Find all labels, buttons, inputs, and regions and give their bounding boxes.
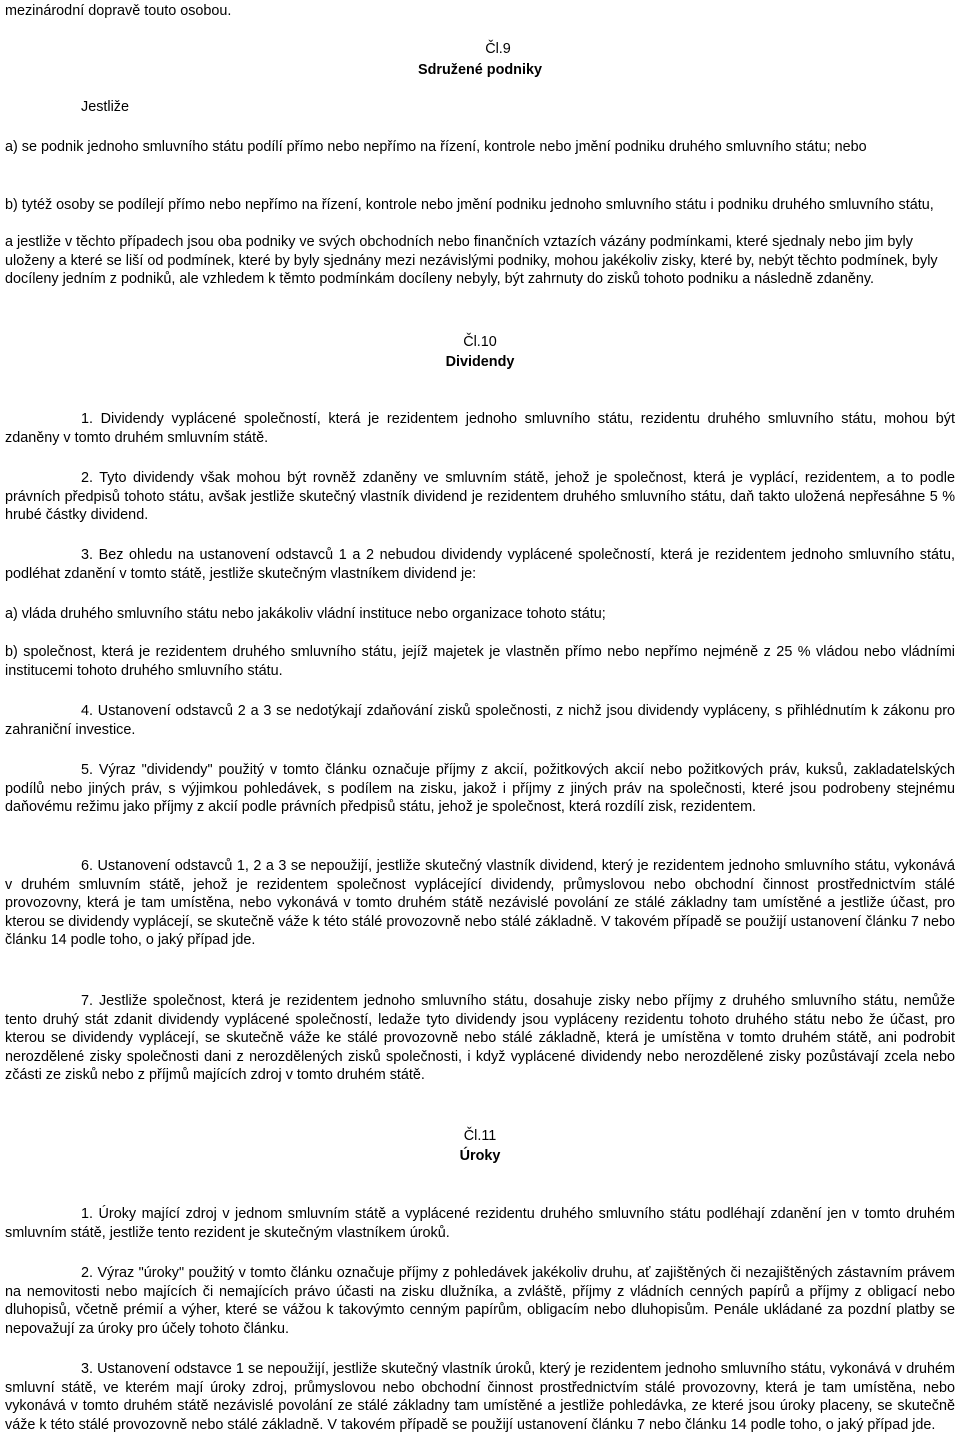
article-9-item-a: a) se podnik jednoho smluvního státu podílí přímo nebo nepřímo na řízení, kontrole nebo jmění podniku druhého smluvního státu; nebo bbox=[5, 139, 867, 155]
top-fragment: mezinárodní dopravě touto osobou. bbox=[5, 3, 232, 19]
article-10-para-3b: b) společnost, která je rezidentem druhého smluvního státu, jejíž majetek je vlastněn přímo nebo nepřímo nejméně z 25 % vládou nebo vládními institucemi tohoto druhého smluvního státu. bbox=[5, 644, 955, 679]
article-10-para-5: 5. Výraz "dividendy" použitý v tomto článku označuje příjmy z akcií, požitkových akcií nebo požitkových práv, kuksů, zakladatelských podílů nebo jiných práv, s výjimkou pohledávek, s podílem na zisku, jakož i příjmy z jiných práv na společnosti, které jsou podrobeny stejnému daňovému režimu jako příjmy z akcií podle právních předpisů státu, jehož je společnost, která rozdílí zisk, rezidentem. bbox=[5, 762, 955, 816]
article-10-title: Dividendy bbox=[445, 354, 515, 370]
article-9-item-b: b) tytéž osoby se podílejí přímo nebo nepřímo na řízení, kontrole nebo jmění podniku jednoho smluvního státu i podniku druhého smluvního státu, bbox=[5, 197, 934, 213]
article-10-para-1: 1. Dividendy vyplácené společností, která je rezidentem jednoho smluvního státu, rezidentu druhého smluvního státu, mohou být zdaněny v tomto druhém smluvním státě. bbox=[5, 411, 955, 446]
article-11-para-3: 3. Ustanovení odstavce 1 se nepoužijí, jestliže skutečný vlastník úroků, který je rezidentem jednoho smluvního státu, vykonává v druhém smluvní státě, ve kterém mají úroky zdroj, průmyslovou nebo obchodní činnost prostřednictvím stálé provozovny, která je tam umístěna, nebo vykonává v tomto druhém státě nezávislé povolání ze stálé základny tam umístěné a jestliže pohledávka, ze které jsou úroky placeny, se skutečně váže k této stálé provozovně nebo stálé základně. V takovém případě se použijí ustanovení článku 7 nebo článku 14 podle toho, o jaký případ jde. bbox=[5, 1361, 955, 1433]
article-10-number: Čl.10 bbox=[463, 334, 497, 350]
article-9-title: Sdružené podniky bbox=[418, 62, 542, 78]
article-11-title: Úroky bbox=[459, 1148, 501, 1164]
article-9-number: Čl.9 bbox=[485, 41, 511, 57]
article-11-number: Čl.11 bbox=[463, 1128, 497, 1144]
article-10-para-3: 3. Bez ohledu na ustanovení odstavců 1 a 2 nebudou dividendy vyplácené společností, která je rezidentem jednoho smluvního státu, podléhat zdanění v tomto státě, jestliže skutečným vlastníkem dividend je: bbox=[5, 547, 955, 582]
article-11-para-1: 1. Úroky mající zdroj v jednom smluvním státě a vyplácené rezidentu druhého smluvního státu podléhají zdanění jen v tomto druhém smluvním státě, jestliže tento rezident je skutečným vlastníkem úroků. bbox=[5, 1206, 955, 1241]
article-10-para-2: 2. Tyto dividendy však mohou být rovněž zdaněny ve smluvním státě, jehož je společnost, která je vyplácí, rezidentem, a to podle právních předpisů tohoto státu, avšak jestliže skutečný vlastník dividend je rezidentem druhého smluvního státu, daň takto uložená nepřesáhne 5 % hrubé částky dividend. bbox=[5, 470, 955, 524]
article-9-body: a jestliže v těchto případech jsou oba podniky ve svých obchodních nebo finančních vztazích vázány podmínkami, které sjednaly nebo jim byly uloženy a které se liší od podmínek, které by byly sjednány mezi nezávislými podniky, mohou jakékoliv zisky, které by, nebýt těchto podmínek, byly docíleny jedním z podniků, ale vzhledem k těmto podmínkám docíleny nebyly, být zahrnuty do zisků tohoto podniku a následně zdaněny. bbox=[5, 234, 938, 288]
article-10-para-7: 7. Jestliže společnost, která je rezidentem jednoho smluvního státu, dosahuje zisky nebo příjmy z druhého smluvního státu, nemůže tento druhý stát zdanit dividendy vyplácené společností, ledaže tyto dividendy jsou vypláceny rezidentu tohoto druhého státu nebo že účast, pro kterou se dividendy vyplácejí, se skutečně váže ke stálé provozovně nebo stálé základně, která je umístěna v tomto druhém státě, ani podrobit nerozdělené zisky společnosti dani z nerozdělených zisků společnosti, i když vyplácené dividendy nebo nerozdělené zisky pozůstávají zcela nebo zčásti ze zisků nebo z příjmů majících zdroj v tomto druhém státě. bbox=[5, 993, 955, 1084]
article-10-para-6: 6. Ustanovení odstavců 1, 2 a 3 se nepoužijí, jestliže skutečný vlastník dividend, který je rezidentem jednoho smluvního státu, vykonává v druhém smluvním státě, jehož je rezidentem společnost vyplácející dividendy, průmyslovou nebo obchodní činnost prostřednictvím stálé provozovny, která je tam umístěna, nebo vykonává v tomto druhém státě nezávislé povolání ze stálé základny tam umístěné a jestliže účast, pro kterou se dividendy vyplácejí, se skutečně váže k této stálé provozovně nebo stálé základně. V takovém případě se použijí ustanovení článku 7 nebo článku 14 podle toho, o jaký případ jde. bbox=[5, 858, 955, 949]
article-10-para-3a: a) vláda druhého smluvního státu nebo jakákoliv vládní instituce nebo organizace tohoto státu; bbox=[5, 606, 606, 622]
article-10-para-4: 4. Ustanovení odstavců 2 a 3 se nedotýkají zdaňování zisků společnosti, z nichž jsou dividendy vypláceny, s přihlédnutím k zákonu pro zahraniční investice. bbox=[5, 703, 955, 738]
article-9-intro: Jestliže bbox=[81, 99, 129, 115]
article-11-para-2: 2. Výraz "úroky" použitý v tomto článku označuje příjmy z pohledávek jakékoliv druhu, ať zajištěných či nezajištěných zástavním právem na nemovitosti nebo majících či nemajících právo účasti na zisku dlužníka, a zvláště, příjmy z vládních cenných papírů a příjmy z obligací nebo dluhopisů, včetně prémií a výher, které se vážou k takovýmto cenným papírům, obligacím nebo dluhopisům. Penále ukládané za pozdní platby se nepovažují za úroky pro účely tohoto článku. bbox=[5, 1265, 955, 1337]
